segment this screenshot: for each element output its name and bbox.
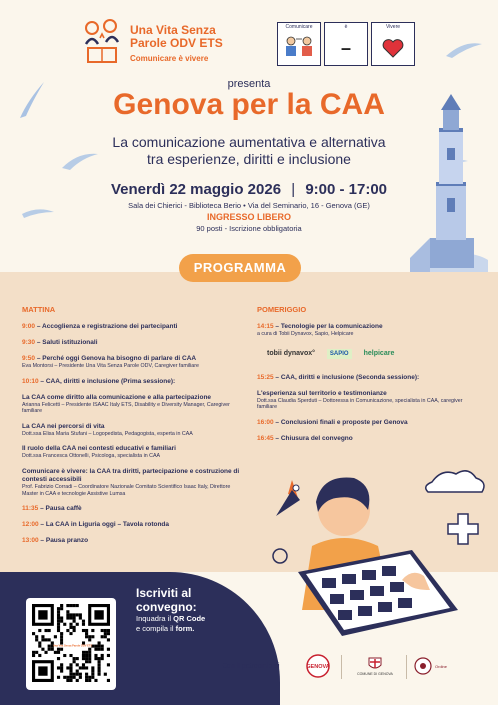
program-item: 9:30 – Saluti istituzionali bbox=[22, 339, 98, 346]
program-item: 14:15 – Tecnologie per la comunicazione a cura di Tobii Dynavox, Sapio, Helpicare bbox=[257, 323, 482, 338]
org-name bbox=[130, 24, 223, 50]
event-time: 9:00 - 17:00 bbox=[305, 181, 388, 198]
item-time: 16:45 bbox=[257, 434, 274, 442]
separator: | bbox=[291, 181, 296, 198]
register-sub-bold: form. bbox=[175, 624, 195, 633]
item-title: CAA, diritti e inclusione (Seconda sessione): bbox=[280, 373, 420, 381]
program-item: 9:00 – Accoglienza e registrazione dei partecipanti bbox=[22, 323, 178, 330]
item-time: 16:00 bbox=[257, 418, 274, 426]
event-date: Venerdì 22 maggio 2026 bbox=[110, 181, 282, 198]
item-title: Comunicare è vivere: la CAA tra diritti, partecipazione e costruzione di contesti accessibili bbox=[22, 467, 240, 483]
item-time: 9:30 bbox=[22, 339, 36, 346]
sponsor-helpicare: helpicare bbox=[363, 349, 395, 357]
seats-info: 90 posti - Iscrizione obbligatoria bbox=[196, 224, 302, 233]
afternoon-column bbox=[257, 306, 482, 451]
patron-ordine-logo bbox=[414, 652, 484, 680]
sponsor-tobii: tobii dynavox° bbox=[267, 349, 315, 357]
subtitle-line1: La comunicazione aumentativa e alternativa bbox=[112, 134, 386, 150]
register-sub-text: e compila il bbox=[136, 624, 176, 633]
item-title: Conclusioni finali e proposte per Genova bbox=[280, 418, 408, 426]
program-item bbox=[22, 423, 247, 438]
communication-board-icon bbox=[281, 33, 317, 63]
sponsor-logos bbox=[267, 346, 482, 362]
program-item bbox=[22, 445, 247, 460]
program-pill: PROGRAMMA bbox=[179, 254, 301, 282]
item-time: 14:15 bbox=[257, 323, 274, 330]
item-title: Chiusura del convegno bbox=[280, 434, 353, 442]
event-title: Genova per la CAA bbox=[113, 88, 385, 121]
register-sub-bold: QR Code bbox=[173, 614, 206, 623]
presenta-label: presenta bbox=[227, 78, 271, 90]
register-title-line1: Iscriviti al bbox=[136, 586, 192, 600]
program-item: 9:50 – Perché oggi Genova ha bisogno di parlare di CAA Eva Montorsi – Presidente Una Vita Senza Parole ODV, Caregiver familiare bbox=[22, 355, 247, 370]
program-item: 15:25 – CAA, diritti e inclusione (Seconda sessione): bbox=[257, 373, 420, 381]
item-time: 9:50 bbox=[22, 355, 36, 362]
qr-code-icon[interactable] bbox=[32, 604, 110, 682]
program-item: 10:10 – CAA, diritti e inclusione (Prima sessione): bbox=[22, 377, 176, 385]
patron-separator bbox=[406, 655, 407, 679]
item-title: Accoglienza e registrazione dei partecipanti bbox=[42, 323, 178, 330]
boy-tablet-illustration bbox=[262, 460, 498, 660]
item-time: 9:00 bbox=[22, 323, 36, 330]
pcs-label: è bbox=[344, 24, 348, 30]
event-venue: Sala dei Chierici - Biblioteca Berio • Via del Seminario, 16 - Genova (GE) bbox=[128, 201, 370, 210]
org-tagline: Comunicare è vivere bbox=[130, 54, 209, 63]
program-item bbox=[22, 468, 247, 497]
morning-column bbox=[22, 306, 247, 553]
item-time: 10:10 bbox=[22, 377, 39, 385]
register-title bbox=[136, 586, 197, 614]
pcs-symbols bbox=[277, 22, 415, 66]
item-title: Perché oggi Genova ha bisogno di parlare di CAA bbox=[42, 355, 197, 362]
item-title: La CAA in Liguria oggi – Tavola rotonda bbox=[45, 521, 170, 529]
item-time: 15:25 bbox=[257, 373, 274, 381]
item-title: Saluti istituzionali bbox=[42, 339, 98, 346]
pcs-label: Comunicare bbox=[285, 24, 313, 30]
patronage-label: Con il patrocinio di bbox=[222, 663, 280, 670]
item-sub: Prof. Fabrizio Corradi – Coordinatore Nazionale Comitato Scientifico Isaac Italy, Direttore Master in CAA e tecnologie Assistive Lumsa bbox=[22, 483, 231, 497]
item-title: Pausa caffè bbox=[45, 505, 82, 513]
pcs-card-e bbox=[324, 22, 368, 66]
org-name-line1: Una Vita Senza bbox=[130, 23, 216, 37]
patron-genova-logo bbox=[300, 652, 336, 680]
item-sub: Arianna Felicetti – Presidente ISAAC Italy ETS, Disability e Diversity Manager, Caregiver familiare bbox=[22, 401, 230, 415]
item-title: Pausa pranzo bbox=[45, 537, 89, 545]
patron-ordine-text: Ordine bbox=[435, 663, 448, 669]
item-sub: Dott.ssa Elisa Maria Stufani – Logopedista, Pedagogista, esperta in CAA bbox=[22, 430, 193, 437]
program-item: 12:00 – La CAA in Liguria oggi – Tavola rotonda bbox=[22, 521, 170, 529]
item-title: CAA, diritti e inclusione (Prima sessione): bbox=[45, 377, 176, 385]
register-title-line2: convegno: bbox=[136, 600, 197, 614]
dash-symbol: – bbox=[340, 38, 351, 58]
morning-heading: MATTINA bbox=[22, 305, 56, 314]
item-time: 12:00 bbox=[22, 521, 39, 529]
patron-genova-text: GENOVA bbox=[306, 664, 330, 670]
afternoon-heading: POMERIGGIO bbox=[257, 305, 307, 314]
event-subtitle bbox=[0, 134, 498, 168]
program-item: 16:00 – Conclusioni finali e proposte per Genova bbox=[257, 418, 408, 426]
patron-separator bbox=[341, 655, 342, 679]
program-item bbox=[22, 394, 247, 415]
item-title: La CAA nei percorsi di vita bbox=[22, 422, 105, 430]
qr-center-logo: Una Vita Senza Parole ODV ETS bbox=[52, 644, 93, 648]
pcs-card-comunicare bbox=[277, 22, 321, 66]
patron-comune-text: COMUNE DI GENOVA bbox=[357, 672, 393, 676]
item-sub: Dott.ssa Claudia Sperduti – Dottoressa in Comunicazione, specialista in CAA, caregiver familiare bbox=[257, 397, 463, 411]
item-sub: Eva Montorsi – Presidente Una Vita Senza Parole ODV, Caregiver familiare bbox=[22, 363, 199, 369]
item-title: Il ruolo della CAA nei contesti educativi e familiari bbox=[22, 445, 176, 453]
item-title: L'esperienza sul territorio e testimonianze bbox=[257, 389, 387, 397]
item-title: Tecnologie per la comunicazione bbox=[280, 323, 383, 330]
item-title: La CAA come diritto alla comunicazione e alla partecipazione bbox=[22, 393, 212, 401]
coat-of-arms-icon bbox=[366, 656, 384, 672]
program-item: 16:45 – Chiusura del convegno bbox=[257, 434, 353, 442]
item-time: 11:35 bbox=[22, 505, 39, 513]
item-sub: a cura di Tobii Dynavox, Sapio, Helpicare bbox=[257, 331, 354, 337]
date-time bbox=[0, 181, 498, 198]
item-time: 13:00 bbox=[22, 537, 39, 545]
subtitle-line2: tra esperienze, diritti e inclusione bbox=[147, 151, 351, 167]
org-logo-icon bbox=[80, 18, 124, 66]
pcs-card-vivere bbox=[371, 22, 415, 66]
item-sub: Dott.ssa Francesca Ottonelli, Psicologa, specialista in CAA bbox=[22, 453, 161, 460]
patron-comune-logo bbox=[350, 652, 400, 680]
pcs-label: Vivere bbox=[385, 24, 401, 30]
org-name-line2: Parole ODV ETS bbox=[130, 36, 223, 50]
heart-icon bbox=[381, 37, 405, 59]
qr-code-card[interactable] bbox=[26, 598, 116, 690]
sponsor-sapio: SAPIO bbox=[327, 349, 352, 359]
register-sub-text: Inquadra il bbox=[136, 614, 174, 623]
free-entry-label: INGRESSO LIBERO bbox=[206, 212, 291, 222]
program-item: 13:00 – Pausa pranzo bbox=[22, 537, 89, 545]
program-item bbox=[257, 390, 482, 411]
seagull-icon bbox=[444, 38, 484, 60]
program-item: 11:35 – Pausa caffè bbox=[22, 505, 82, 513]
register-instructions bbox=[136, 614, 205, 634]
